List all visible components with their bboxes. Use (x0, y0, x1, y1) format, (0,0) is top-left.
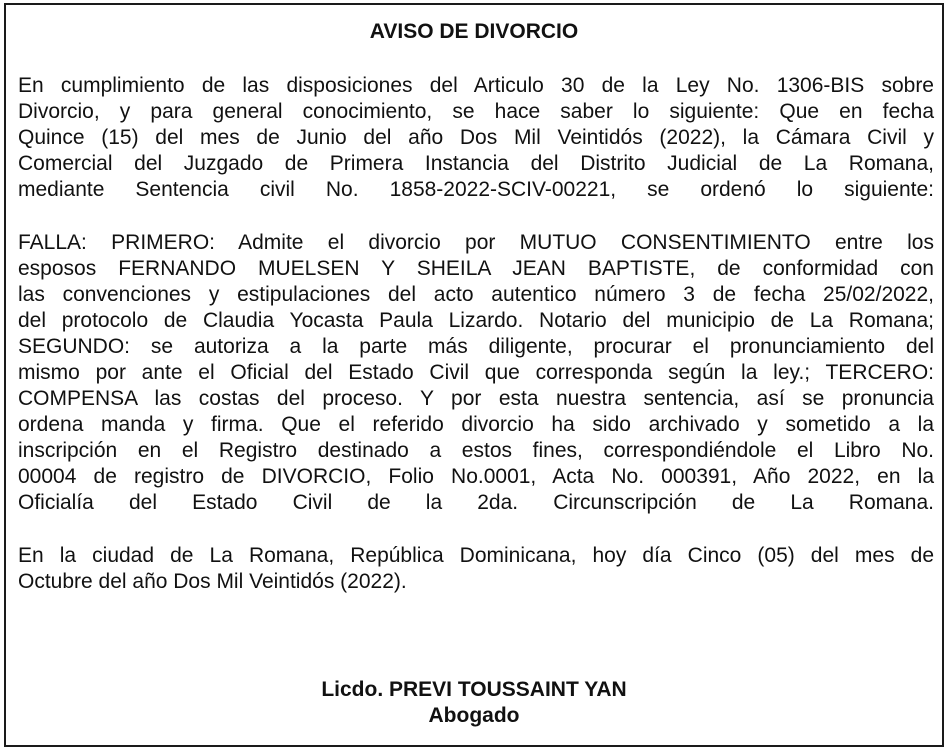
paragraph-court-order (18, 73, 934, 203)
text-line: del protocolo de Claudia Yocasta Paula Lizardo. Notario del municipio de La Romana; (18, 309, 934, 332)
text-line: En cumplimiento de las disposiciones del Articulo 30 de la Ley No. 1306-BIS sobre (18, 74, 934, 97)
notice-body (18, 73, 934, 595)
notice-title: AVISO DE DIVORCIO (369, 20, 579, 43)
text-line: ordena manda y firma. Que el referido divorcio ha sido archivado y sometido a la (18, 413, 934, 436)
paragraph-ruling (18, 230, 934, 516)
text-line: Oficialía del Estado Civil de la 2da. Circunscripción de La Romana. (18, 491, 934, 514)
text-line: COMPENSA las costas del proceso. Y por esta nuestra sentencia, así se pronuncia (18, 387, 934, 410)
text-line: 00004 de registro de DIVORCIO, Folio No.0001, Acta No. 000391, Año 2022, en la (18, 465, 934, 488)
text-line: SEGUNDO: se autoriza a la parte más diligente, procurar el pronunciamiento del (18, 335, 934, 358)
text-line: inscripción en el Registro destinado a estos fines, correspondiéndole el Libro No. (18, 439, 934, 462)
text-line: Quince (15) del mes de Junio del año Dos Mil Veintidós (2022), la Cámara Civil y (18, 126, 934, 149)
paragraph-gap (18, 203, 934, 230)
text-line: las convenciones y estipulaciones del acto autentico número 3 de fecha 25/02/2022, (18, 283, 934, 306)
text-line: Comercial del Juzgado de Primera Instancia del Distrito Judicial de La Romana, (18, 152, 934, 175)
text-line: FALLA: PRIMERO: Admite el divorcio por MUTUO CONSENTIMIENTO entre los (18, 231, 934, 254)
text-line: esposos FERNANDO MUELSEN Y SHEILA JEAN BAPTISTE, de conformidad con (18, 257, 934, 280)
text-line: Octubre del año Dos Mil Veintidós (2022). (18, 570, 407, 593)
paragraph-gap (18, 516, 934, 543)
divorce-notice (4, 3, 944, 747)
text-line: En la ciudad de La Romana, República Dominicana, hoy día Cinco (05) del mes de (18, 544, 934, 567)
paragraph-date-place (18, 543, 934, 595)
signature-name: Licdo. PREVI TOUSSAINT YAN (321, 678, 627, 701)
text-line: mediante Sentencia civil No. 1858-2022-SCIV-00221, se ordenó lo siguiente: (18, 178, 934, 201)
signature-role: Abogado (428, 704, 520, 727)
text-line: Divorcio, y para general conocimiento, se hace saber lo siguiente: Que en fecha (18, 100, 934, 123)
text-line: mismo por ante el Oficial del Estado Civil que corresponda según la ley.; TERCERO: (18, 361, 934, 384)
